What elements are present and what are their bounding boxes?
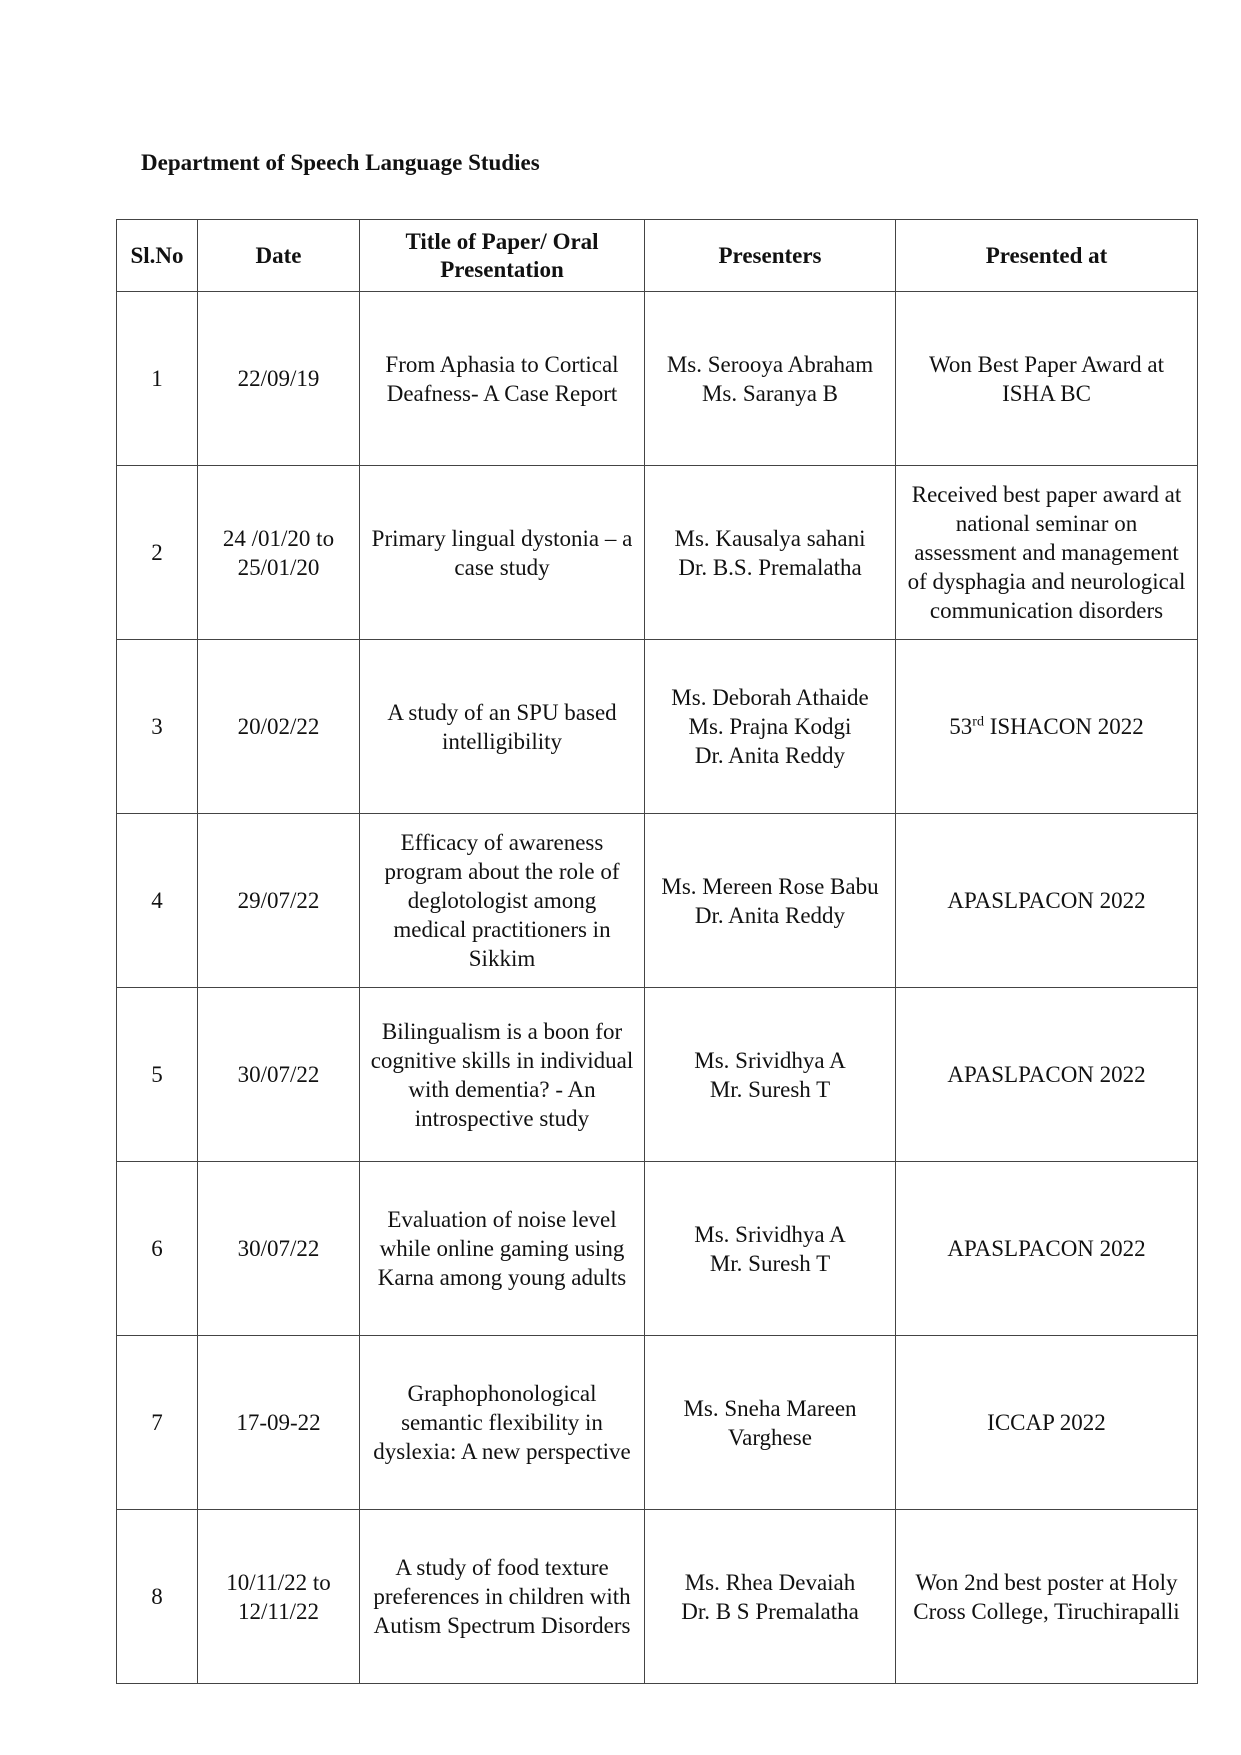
presenter-name: Ms. Serooya Abraham [666,351,874,377]
presenter-name: Dr. B S Premalatha [681,1598,859,1624]
cell-presenters [645,988,896,1162]
cell-sl-no: 3 [117,640,198,814]
column-header-sl-no: Sl.No [117,220,198,292]
cell-title [360,1510,645,1684]
presenter-name: Ms. Prajna Kodgi [688,714,852,739]
cell-date [198,1336,360,1510]
table-row [117,1336,1198,1510]
column-header-presented-at: Presented at [896,220,1198,292]
presenter-name: Ms. Srividhya A [694,1047,846,1073]
date-line: 30/07/22 [237,1236,320,1261]
table-row [117,292,1198,466]
ordinal-suffix: rd [972,714,984,730]
title-text: A study of food texture preferences in children with Autism Spectrum Disorders [373,1555,631,1638]
presenter-name: Ms. Rhea Devaiah [684,1569,856,1595]
date-line: 17-09-22 [236,1410,321,1435]
cell-title [360,640,645,814]
cell-presented-at: APASLPACON 2022 [896,814,1198,988]
cell-presented-at: APASLPACON 2022 [896,988,1198,1162]
cell-title [360,988,645,1162]
date-line: 10/11/22 to [226,1569,331,1595]
event-number: 53 [949,714,973,739]
date-line: 29/07/22 [237,888,320,913]
cell-sl-no: 7 [117,1336,198,1510]
presenter-name: Dr. B.S. Premalatha [678,554,862,580]
cell-sl-no: 6 [117,1162,198,1336]
cell-title [360,1336,645,1510]
table-row [117,640,1198,814]
cell-presented-at: Won Best Paper Award at ISHA BC [896,292,1198,466]
presenter-name: Ms. Deborah Athaide [671,685,869,710]
title-text: Bilingualism is a boon for cognitive skills in individual with dementia? - An introspective study [370,1018,634,1131]
cell-presented-at: Won 2nd best poster at Holy Cross College, Tiruchirapalli [896,1510,1198,1684]
cell-sl-no: 5 [117,988,198,1162]
cell-presented-at: APASLPACON 2022 [896,1162,1198,1336]
date-line: 30/07/22 [237,1062,320,1087]
cell-title [360,1162,645,1336]
table-row [117,1510,1198,1684]
cell-date [198,640,360,814]
cell-presenters [645,1336,896,1510]
presenter-name: Dr. Anita Reddy [694,743,846,768]
presenter-name: Ms. Saranya B [701,380,839,406]
title-text: Efficacy of awareness program about the role of deglotologist among medical practitioners in Sikkim [384,830,620,971]
presenter-name: Mr. Suresh T [709,1250,831,1276]
cell-title [360,814,645,988]
cell-presented-at: Received best paper award at national seminar on assessment and management of dysphagia and neurological communication disorders [896,466,1198,640]
cell-date [198,988,360,1162]
cell-date [198,1162,360,1336]
cell-sl-no: 1 [117,292,198,466]
cell-date [198,292,360,466]
cell-date [198,814,360,988]
cell-presenters [645,1510,896,1684]
title-text: From Aphasia to Cortical Deafness- A Case Report [385,351,619,406]
table-row [117,466,1198,640]
cell-date [198,466,360,640]
cell-presenters [645,814,896,988]
title-text: Graphophonological semantic flexibility in dyslexia: A new perspective [373,1381,631,1464]
cell-sl-no: 8 [117,1510,198,1684]
page-title: Department of Speech Language Studies [141,150,540,175]
cell-presenters [645,640,896,814]
title-text: Primary lingual dystonia – a case study [371,525,633,580]
date-line: 12/11/22 [238,1598,319,1624]
title-text: A study of an SPU based intelligibility [387,699,617,754]
cell-sl-no: 2 [117,466,198,640]
column-header-title: Title of Paper/ Oral Presentation [360,220,645,292]
column-header-date: Date [198,220,360,292]
cell-presented-at [896,640,1198,814]
table-header-row [117,220,1198,292]
presenter-name: Ms. Kausalya sahani [674,525,866,551]
cell-presenters [645,466,896,640]
date-line: 20/02/22 [237,714,320,739]
cell-sl-no: 4 [117,814,198,988]
cell-presented-at: ICCAP 2022 [896,1336,1198,1510]
presenter-name: Ms. Sneha Mareen Varghese [683,1395,857,1450]
title-text: Evaluation of noise level while online gaming using Karna among young adults [377,1207,627,1290]
date-line: 22/09/19 [237,366,320,391]
event-name: ISHACON 2022 [983,714,1144,739]
date-line: 24 /01/20 to [222,525,335,551]
cell-presenters [645,292,896,466]
cell-title [360,466,645,640]
cell-title [360,292,645,466]
presentations-table [116,219,1198,1684]
column-header-presenters: Presenters [645,220,896,292]
table-row [117,1162,1198,1336]
table-row [117,988,1198,1162]
date-line: 25/01/20 [237,554,320,580]
table-row [117,814,1198,988]
presenter-name: Ms. Mereen Rose Babu [661,873,879,899]
cell-presenters [645,1162,896,1336]
cell-date [198,1510,360,1684]
presenter-name: Ms. Srividhya A [694,1221,846,1247]
presenter-name: Mr. Suresh T [709,1076,831,1102]
presenter-name: Dr. Anita Reddy [694,902,846,928]
